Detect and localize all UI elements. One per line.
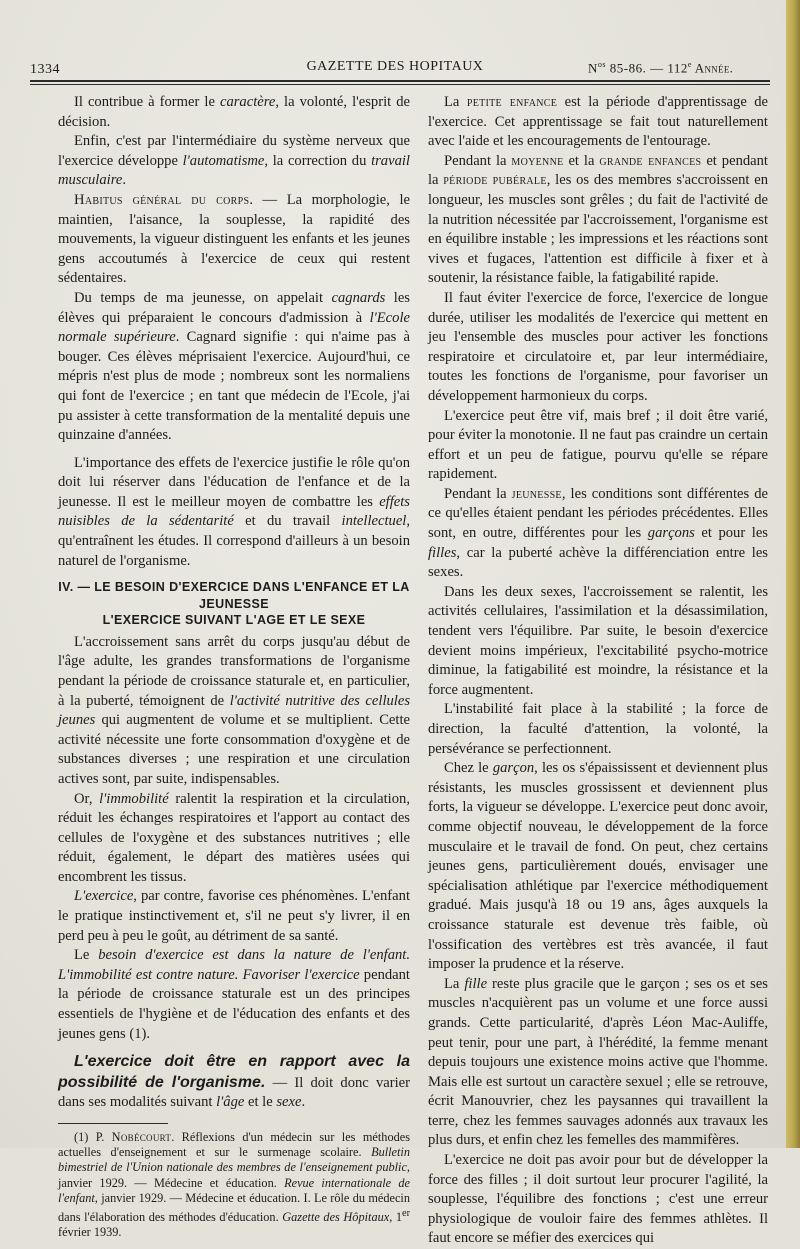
paragraph: Enfin, c'est par l'intermédiaire du système nerveux que l'exercice développe l'automatisme, la correction du travail musculaire. xyxy=(58,133,410,189)
header-rule-thin xyxy=(30,84,770,85)
paragraph: Il contribue à former le caractère, la volonté, l'esprit de décision. xyxy=(58,94,411,130)
paragraph: La petite enfance est la période d'apprentissage de l'exercice. Cet apprentissage se fait tout naturellement avec l'aide et les encouragements de l'entourage. xyxy=(428,94,769,150)
paragraph: Habitus général du corps. — La morphologie, le maintien, l'aisance, la souplesse, la rapidité des mouvements, la vigueur distinguent les enfants et les jeunes gens accoutumés à l'exercice de ceux qui restent sédentaires. xyxy=(58,191,410,287)
paragraph: La fille reste plus gracile que le garçon ; ses os et ses muscles n'acquièrent pas un volume et une force aussi grands. Cette particularité, d'après Léon Mac-Auliffe, peut tenir, pour une part, à l'hérédité, la femme menant depuis toujours une existence moins active que l'homme. Mais elle est surtout un caractère sexuel ; elle se retrouve, écrit Manouvrier, chez les paysannes qui travaillent la terre, chez les femmes sauvages adonnés aux travaux les plus durs, et enfin chez les femelles des mammifères. xyxy=(428,975,768,1149)
paragraph: Pendant la jeunesse, les conditions sont différentes de ce qu'elles étaient pendant les périodes précédentes. Elles sont, en outre, différentes pour les garçons et pour les filles, car la puberté achève la différenciation entre les sexes. xyxy=(428,485,768,581)
paragraph: Or, l'immobilité ralentit la respiration et la circulation, réduit les échanges respiratoires et l'apport au contact des cellules de l'oxygène et des substances nutritives ; elle réduit, également, le départ des matières usées qui encombrent les tissus. xyxy=(58,790,410,885)
paragraph: L'importance des effets de l'exercice justifie le rôle qu'on doit lui réserver dans l'éducation de l'enfance et de la jeunesse. Il est le meilleur moyen de combattre les effets nuisibles de la sédentarité et du travail intellectuel, qu'entraînent les études. Il correspond d'ailleurs à un besoin naturel de l'organisme. xyxy=(58,454,411,569)
paragraph: L'exercice ne doit pas avoir pour but de développer la force des filles ; il doit surtout leur procurer l'agilité, la souplesse, l'équilibre des fonctions ; c'est une erreur physiologique de vouloir faire des femmes athlètes. Il faut encore se méfier des exercices qui xyxy=(428,1152,768,1247)
paragraph: Il faut éviter l'exercice de force, l'exercice de longue durée, utiliser les modalités de l'exercice qui mettent en jeu l'ensemble des muscles pour activer les fonctions respiratoire et circulatoire et, par leur intermédiaire, toutes les fonctions de l'organisme, pour favoriser un développement harmonieux du corps. xyxy=(428,289,768,404)
paragraph: L'instabilité fait place à la stabilité ; la force de direction, la faculté d'attention, la volonté, la persévérance se perfectionnent. xyxy=(428,701,768,757)
paragraph: Chez le garçon, les os s'épaississent et deviennent plus résistants, les muscles grossissent et deviennent plus forts, la vigueur se développe. L'exercice peut donc avoir, comme objectif nouveau, le développement de la force musculaire et le travail de fond. On peut, chez certains jeunes gens, particulièrement doués, envisager une spécialisation athlétique par l'exercice méthodiquement gradué. Mais jusqu'à 18 ou 19 ans, âges auxquels la croissance staturale est devenue très faible, où l'ossification des vertèbres est très avancée, il faut imposer la prudence et la réserve. xyxy=(428,760,768,973)
publication-title: GAZETTE DES HOPITAUX xyxy=(306,59,484,74)
left-column xyxy=(58,93,410,1241)
issue-number: $N^{os}$ 85-86. — 112e Année. xyxy=(588,60,734,76)
footnote-separator xyxy=(58,1123,168,1124)
paragraph: L'exercice doit être en rapport avec la possibilité de l'organisme. — Il doit donc varier dans ses modalités suivant l'âge et le sexe. xyxy=(58,1053,410,1111)
paragraph: L'exercice peut être vif, mais bref ; il doit être varié, pour éviter la monotonie. Il ne faut pas craindre un certain effort et un peu de fatigue, pourvu qu'elle se répare rapidement. xyxy=(428,407,768,483)
paragraph: Du temps de ma jeunesse, on appelait cagnards les élèves qui préparaient le concours d'admission à l'Ecole normale supérieure. Cagnard signifie : qui n'aime pas à bouger. Ces élèves méprisaient l'exercice. Aujourd'hui, ce mépris n'est plus de mode ; nombreux sont les normaliens qui font de l'exercice ; en tant que médecin de l'Ecole, j'ai pu assister à cette transformation de la mentalité depuis une quinzaine d'années. xyxy=(58,289,410,444)
section-heading: IV. — LE BESOIN D'EXERCICE DANS L'ENFANCE ET LA JEUNESSE L'EXERCICE SUIVANT L'AGE ET LE SEXE xyxy=(58,580,410,628)
page-number: 1334 xyxy=(30,62,60,77)
paragraph: Le besoin d'exercice est dans la nature de l'enfant. L'immobilité est contre nature. Favoriser l'exercice pendant la période de croissance staturale est un des principes essentiels de l'hygiène et de l'éducation des enfants et des jeunes gens (1). xyxy=(58,947,411,1042)
page-edge-binding xyxy=(786,0,800,1148)
paragraph: Pendant la moyenne et la grande enfances et pendant la période pubérale, les os des membres s'accroissent en longueur, les muscles sont grêles ; du fait de l'activité de la nutrition nécessitée par l'accroissement, l'organisme est en équilibre instable ; les impressions et les réactions sont vives et fugaces, l'attention est difficile à fixer et à soutenir, la résistance faible, la fatigabilité rapide. xyxy=(428,152,768,287)
paragraph: L'accroissement sans arrêt du corps jusqu'au début de l'âge adulte, les grandes transformations de l'organisme pendant la période de croissance staturale et, en particulier, à la puberté, témoignent de l'activité nutritive des cellules jeunes qui augmentent de volume et se multiplient. Cette activité nécessite une forte consommation d'oxygène et de substances diverses ; une respiration et une circulation actives sont, par suite, indispensables. xyxy=(58,633,411,787)
footnote: (1) P. Nobécourt. Réflexions d'un médecin sur les méthodes actuelles d'enseignement et sur le surmenage scolaire. Bulletin bimestriel de l'Union nationale des membres de l'enseignement public, janvier 1929. — Médecine et éducation. Revue internationale de l'enfant, janvier 1929. — Médecine et éducation. I. Le rôle du médecin dans l'élaboration des méthodes d'éducation. Gazette des Hôpitaux, 1er février 1939. xyxy=(58,1130,410,1240)
paragraph: L'exercice, par contre, favorise ces phénomènes. L'enfant le pratique instinctivement et, s'il ne peut s'y livrer, il en perd peu à peu le goût, au détriment de sa santé. xyxy=(58,888,410,944)
right-column xyxy=(428,93,768,1249)
header-rule-thick xyxy=(30,80,770,82)
paragraph: Dans les deux sexes, l'accroissement se ralentit, les activités cellulaires, l'assimilation et la désassimilation, tendent vers l'équilibre. Par suite, le besoin d'exercice devient moins impérieux, l'excitabilité psycho-motrice diminue, la fatigabilité est moindre, la résistance et la force augmentent. xyxy=(428,583,768,698)
